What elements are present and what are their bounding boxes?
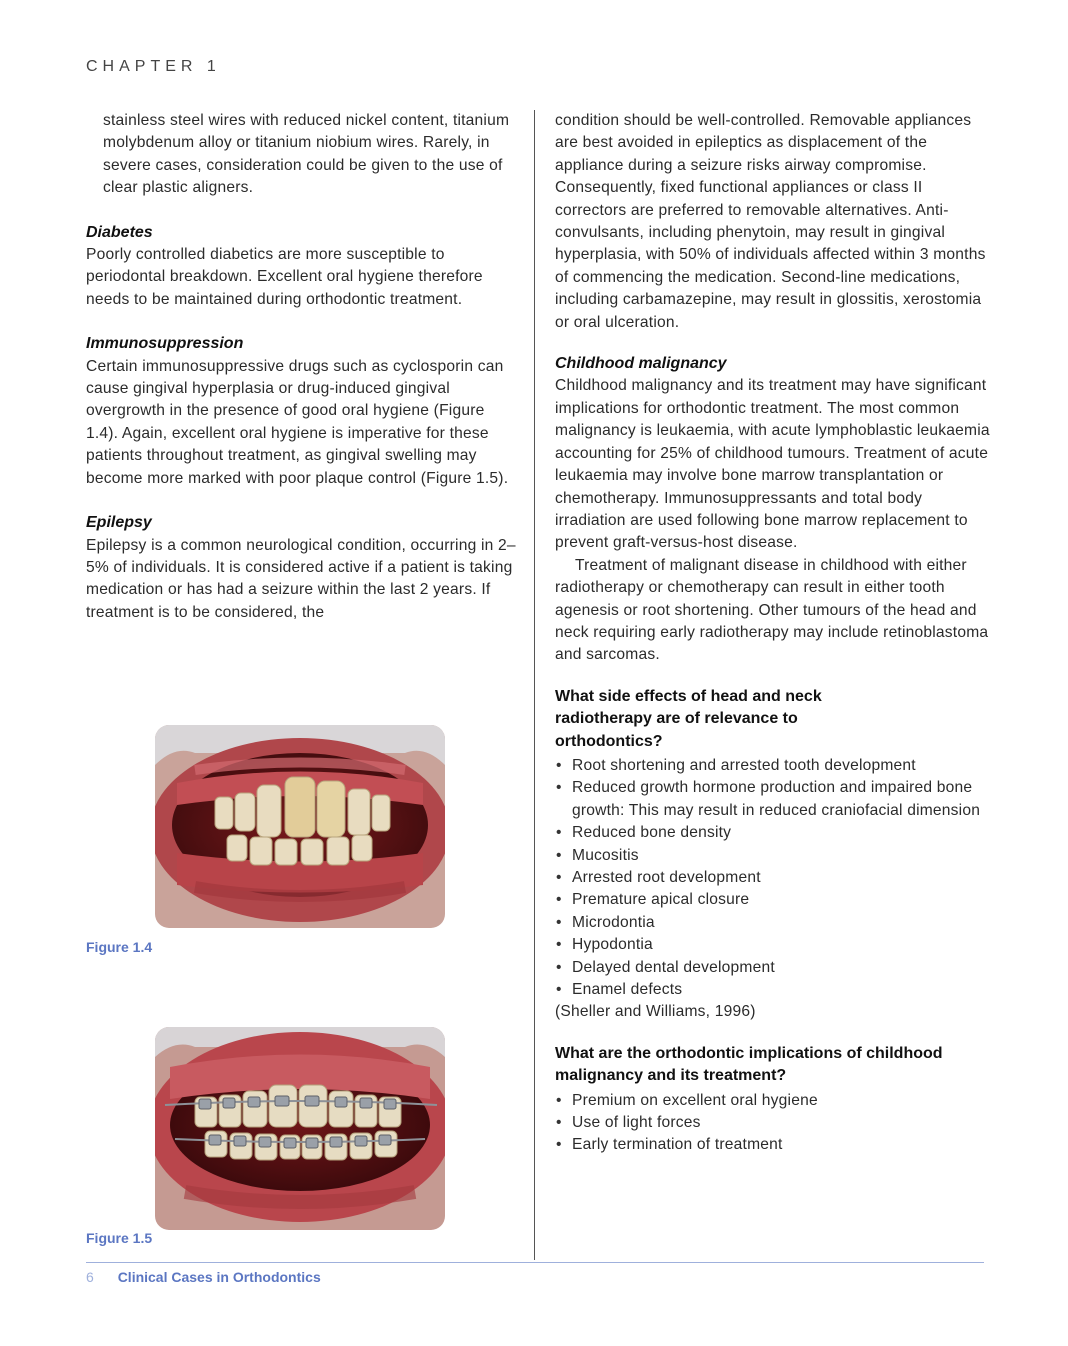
figure-1-4-caption: Figure 1.4 <box>86 939 153 955</box>
list-item: • Delayed dental development <box>555 957 990 979</box>
radiotherapy-question-heading: What side effects of head and neck radiotherapy are of relevance to orthodontics? <box>555 687 822 750</box>
diabetes-heading: Diabetes <box>86 223 153 241</box>
figure-1-4-photo <box>155 725 445 928</box>
immunosuppression-heading: Immunosuppression <box>86 335 244 353</box>
figure-1-5-caption: Figure 1.5 <box>86 1230 153 1246</box>
diabetes-paragraph: Poorly controlled diabetics are more susceptible to periodontal breakdown. Excellent oral hygiene therefore needs to be maintained during orthodontic treatment. <box>86 246 483 308</box>
list-item: • Premium on excellent oral hygiene <box>555 1090 990 1112</box>
radiotherapy-side-effects-list <box>555 755 990 1001</box>
right-column <box>555 110 990 1157</box>
list-item: • Root shortening and arrested tooth development <box>555 755 990 777</box>
page-footer <box>86 1269 321 1285</box>
malignancy-paragraph-2: Treatment of malignant disease in childhood with either radiotherapy or chemotherapy can result in either tooth agenesis or root shortening. Other tumours of the head and neck requiring early radiotherapy may include retinoblastoma and sarcomas. <box>555 556 989 664</box>
immunosuppression-paragraph: Certain immunosuppressive drugs such as cyclosporin can cause gingival hyperplasia or drug-induced gingival overgrowth in the presence of good oral hygiene (Figure 1.4). Again, excellent oral hygiene is imperative for these patients throughout treatment, as gingival swelling may become more marked with poor plaque control (Figure 1.5). <box>86 357 509 487</box>
page-number: 6 <box>86 1269 94 1285</box>
childhood-malignancy-heading: Childhood malignancy <box>555 355 727 373</box>
list-item: • Hypodontia <box>555 934 990 956</box>
column-divider <box>534 110 535 1260</box>
book-title: Clinical Cases in Orthodontics <box>117 1269 321 1285</box>
list-item: • Enamel defects <box>555 979 990 1001</box>
epilepsy-heading: Epilepsy <box>86 514 152 532</box>
list-item: • Reduced bone density <box>555 822 990 844</box>
epilepsy-paragraph: Epilepsy is a common neurological condition, occurring in 2–5% of individuals. It is considered active if a patient is taking medication or has had a seizure within the last 2 years. If treatment is to be considered, the <box>86 536 516 621</box>
list-item: • Microdontia <box>555 912 990 934</box>
list-item: • Reduced growth hormone production and impaired bone growth: This may result in reduced craniofacial dimension <box>555 777 990 822</box>
implications-question-heading: What are the orthodontic implications of childhood malignancy and its treatment? <box>555 1044 943 1085</box>
malignancy-paragraph-1: Childhood malignancy and its treatment may have significant implications for orthodontic treatment. The most common malignancy is leukaemia, with acute lymphoblastic leukaemia accounting for 25% of childhood tumours. Treatment of acute leukaemia may involve bone marrow transplantation or chemotherapy. Immunosuppressants and total body irradiation are used following bone marrow replacement to prevent graft-versus-host disease. <box>555 377 990 552</box>
chapter-label: CHAPTER 1 <box>86 58 221 75</box>
list-item: • Premature apical closure <box>555 889 990 911</box>
list-item: • Arrested root development <box>555 867 990 889</box>
list-item: • Use of light forces <box>555 1112 990 1134</box>
list-item: • Early termination of treatment <box>555 1134 990 1156</box>
figure-1-5-photo <box>155 1027 445 1230</box>
implications-list <box>555 1090 990 1157</box>
epilepsy-continued-paragraph: condition should be well-controlled. Removable appliances are best avoided in epileptics as displacement of the appliance during a seizure risks airway compromise. Consequently, fixed functional appliances or class II correctors are preferred to removable alternatives. Anti-convulsants, including phenytoin, may result in gingival hyperplasia, with 50% of individuals affected within 3 months of commencing the medication. Second-line medications, including carbamazepine, may result in glossitis, xerostomia or oral ulceration. <box>555 112 986 331</box>
left-column <box>86 110 516 624</box>
intro-paragraph: stainless steel wires with reduced nickel content, titanium molybdenum alloy or titanium niobium wires. Rarely, in severe cases, consideration could be given to the use of clear plastic aligners. <box>103 112 510 197</box>
list-item: • Mucositis <box>555 845 990 867</box>
reference-citation: (Sheller and Williams, 1996) <box>555 1003 756 1021</box>
footer-divider <box>86 1262 984 1263</box>
